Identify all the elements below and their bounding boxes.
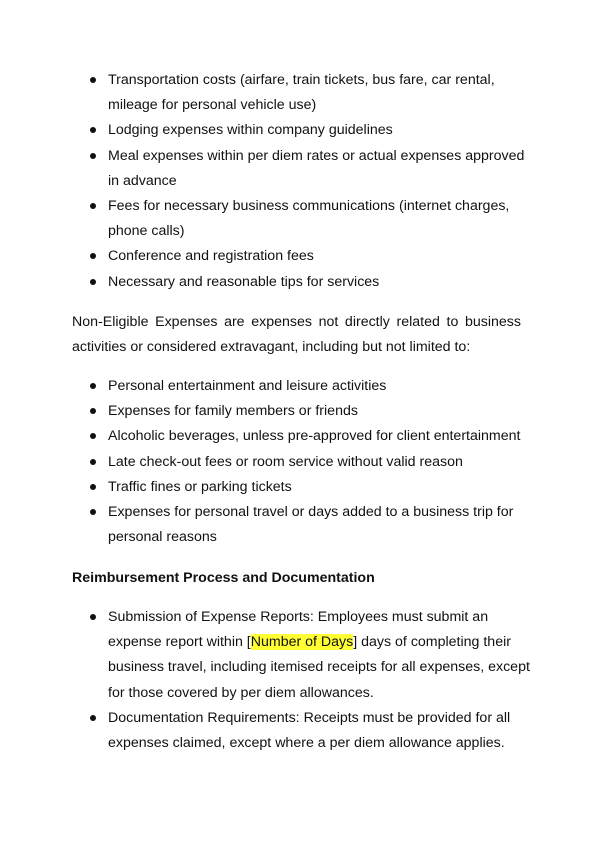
eligible-expenses-list [90, 68, 530, 295]
bullet-icon [90, 279, 96, 285]
list-item-text-after: ] days of completing their business travel, including itemised receipts for all expenses, except for those covered by per diem allowances. [108, 634, 530, 701]
list-item [90, 500, 530, 550]
list-item [90, 706, 530, 756]
list-item [90, 605, 530, 706]
list-item-text: Late check-out fees or room service without valid reason [108, 453, 463, 470]
non-eligible-expenses-list [90, 374, 530, 550]
list-item-text: Traffic fines or parking tickets [108, 478, 292, 495]
bullet-icon [90, 127, 96, 133]
section-heading: Reimbursement Process and Documentation [72, 570, 375, 586]
bullet-icon [90, 253, 96, 259]
bullet-icon [90, 77, 96, 83]
list-item-text: Expenses for family members or friends [108, 403, 358, 420]
list-item-text: Fees for necessary business communications (internet charges, phone calls) [108, 198, 510, 240]
number-of-days-placeholder: Number of Days [250, 634, 354, 651]
non-eligible-paragraph: Non-Eligible Expenses are expenses not directly related to business activities or considered extravagant, including but not limited to: [72, 314, 521, 356]
list-item [90, 450, 530, 475]
list-item [90, 118, 530, 143]
list-item-text: Necessary and reasonable tips for services [108, 273, 380, 290]
list-item [90, 270, 530, 295]
bullet-icon [90, 383, 96, 389]
list-item-text: Meal expenses within per diem rates or actual expenses approved in advance [108, 147, 525, 189]
list-item-text: Personal entertainment and leisure activities [108, 378, 387, 394]
bullet-icon [90, 614, 96, 620]
bullet-icon [90, 459, 96, 465]
bullet-icon [90, 433, 96, 439]
list-item [90, 144, 530, 194]
list-item [90, 424, 530, 449]
list-item-text: Alcoholic beverages, unless pre-approved for client entertainment [108, 428, 521, 445]
list-item-text: Lodging expenses within company guidelines [108, 122, 393, 139]
list-item-text: Documentation Requirements: Receipts must be provided for all expenses claimed, except where a per diem allowance applies. [108, 709, 511, 752]
bullet-icon [90, 153, 96, 159]
list-item [90, 68, 530, 118]
list-item-text-before: Submission of Expense Reports: Employees must submit an expense report within [ [108, 609, 489, 651]
list-item-text: Expenses for personal travel or days added to a business trip for personal reasons [108, 504, 514, 546]
list-item [90, 374, 530, 399]
list-item-text: Conference and registration fees [108, 248, 314, 265]
bullet-icon [90, 484, 96, 490]
list-item [90, 194, 530, 244]
list-item [90, 244, 530, 269]
bullet-icon [90, 203, 96, 209]
bullet-icon [90, 715, 96, 721]
list-item [90, 475, 530, 500]
list-item-text: Transportation costs (airfare, train tickets, bus fare, car rental, mileage for personal vehicle use) [108, 72, 495, 114]
bullet-icon [90, 408, 96, 414]
reimbursement-process-list [90, 605, 530, 756]
bullet-icon [90, 509, 96, 515]
list-item [90, 399, 530, 424]
